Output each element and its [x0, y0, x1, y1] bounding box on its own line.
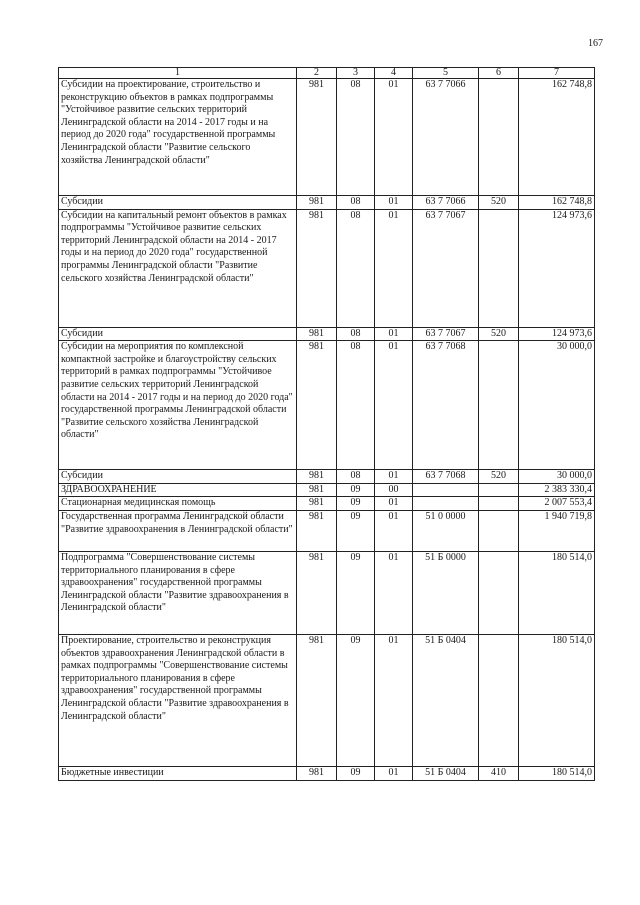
- table-row: [59, 634, 595, 766]
- row-vr: 520: [479, 327, 519, 341]
- row-cs: [413, 497, 479, 511]
- table-row: [59, 196, 595, 210]
- row-name: Подпрограмма "Совершенствование системы территориального планирования в сфере здравоохранения" государственной программы Ленинградской области "Развитие здравоохранения в Ленинградской области": [59, 551, 297, 634]
- row-pr: 01: [375, 327, 413, 341]
- table-row: [59, 766, 595, 780]
- row-rz: 09: [337, 551, 375, 634]
- row-pr: 01: [375, 766, 413, 780]
- row-sum: 1 940 719,8: [519, 510, 595, 551]
- row-sum: 180 514,0: [519, 766, 595, 780]
- row-rz: 09: [337, 766, 375, 780]
- row-vr: [479, 79, 519, 196]
- table-row: [59, 79, 595, 196]
- row-vr: [479, 497, 519, 511]
- row-name: Проектирование, строительство и реконструкция объектов здравоохранения Ленинградской области в рамках подпрограммы "Совершенствование системы территориального планирования в сфере здравоохранения" государственной программы Ленинградской области "Развитие здравоохранения в Ленинградской области": [59, 634, 297, 766]
- row-sum: 2 383 330,4: [519, 483, 595, 497]
- row-name: Субсидии на мероприятия по комплексной компактной застройке и благоустройству сельских территорий в рамках подпрограммы "Устойчивое развитие сельских территорий Ленинградской области на 2014 - 2017 годы и на период до 2020 года" государственной программы Ленинградской области "Развитие сельского хозяйства Ленинградской области": [59, 341, 297, 470]
- row-vr: [479, 634, 519, 766]
- table-row: [59, 209, 595, 327]
- row-rz: 08: [337, 327, 375, 341]
- row-pr: 01: [375, 341, 413, 470]
- row-vr: [479, 483, 519, 497]
- table-row: [59, 551, 595, 634]
- row-pr: 01: [375, 196, 413, 210]
- col-header-7: 7: [519, 68, 595, 79]
- row-name: Субсидии на проектирование, строительство и реконструкцию объектов в рамках подпрограммы "Устойчивое развитие сельских территорий Ленинградской области на 2014 - 2017 годы и на период до 2020 года" государственной программы Ленинградской области "Развитие сельского хозяйства Ленинградской области": [59, 79, 297, 196]
- row-sum: 162 748,8: [519, 196, 595, 210]
- row-vr: [479, 209, 519, 327]
- table-row: [59, 497, 595, 511]
- row-sum: 180 514,0: [519, 551, 595, 634]
- row-sum: 30 000,0: [519, 341, 595, 470]
- row-cs: [413, 483, 479, 497]
- row-cs: 51 0 0000: [413, 510, 479, 551]
- row-sum: 162 748,8: [519, 79, 595, 196]
- page-number: 167: [588, 38, 603, 49]
- row-name: Субсидии: [59, 196, 297, 210]
- row-gr: 981: [297, 341, 337, 470]
- row-gr: 981: [297, 470, 337, 484]
- row-pr: 01: [375, 510, 413, 551]
- col-header-2: 2: [297, 68, 337, 79]
- row-pr: 01: [375, 551, 413, 634]
- row-cs: 51 Б 0404: [413, 766, 479, 780]
- row-cs: 63 7 7068: [413, 341, 479, 470]
- row-name: Бюджетные инвестиции: [59, 766, 297, 780]
- row-vr: [479, 510, 519, 551]
- row-vr: 520: [479, 196, 519, 210]
- row-rz: 08: [337, 79, 375, 196]
- row-gr: 981: [297, 510, 337, 551]
- row-name: Субсидии на капитальный ремонт объектов в рамках подпрограммы "Устойчивое развитие сельских территорий Ленинградской области на 2014 - 2017 годы и на период до 2020 года" государственной программы Ленинградской области "Развитие сельского хозяйства Ленинградской области": [59, 209, 297, 327]
- row-rz: 08: [337, 209, 375, 327]
- col-header-6: 6: [479, 68, 519, 79]
- row-name: Государственная программа Ленинградской области "Развитие здравоохранения в Ленинградской области": [59, 510, 297, 551]
- table-row: [59, 341, 595, 470]
- row-gr: 981: [297, 483, 337, 497]
- row-pr: 00: [375, 483, 413, 497]
- row-sum: 124 973,6: [519, 327, 595, 341]
- row-rz: 09: [337, 634, 375, 766]
- row-gr: 981: [297, 634, 337, 766]
- row-sum: 2 007 553,4: [519, 497, 595, 511]
- col-header-4: 4: [375, 68, 413, 79]
- row-cs: 51 Б 0000: [413, 551, 479, 634]
- row-pr: 01: [375, 470, 413, 484]
- row-gr: 981: [297, 766, 337, 780]
- row-cs: 63 7 7067: [413, 327, 479, 341]
- row-gr: 981: [297, 497, 337, 511]
- row-gr: 981: [297, 209, 337, 327]
- row-name: Субсидии: [59, 470, 297, 484]
- col-header-1: 1: [59, 68, 297, 79]
- row-rz: 08: [337, 470, 375, 484]
- row-vr: 410: [479, 766, 519, 780]
- row-sum: 124 973,6: [519, 209, 595, 327]
- row-gr: 981: [297, 327, 337, 341]
- row-cs: 51 Б 0404: [413, 634, 479, 766]
- row-pr: 01: [375, 79, 413, 196]
- row-cs: 63 7 7066: [413, 79, 479, 196]
- row-cs: 63 7 7066: [413, 196, 479, 210]
- row-sum: 180 514,0: [519, 634, 595, 766]
- row-sum: 30 000,0: [519, 470, 595, 484]
- row-vr: [479, 551, 519, 634]
- row-rz: 09: [337, 510, 375, 551]
- row-pr: 01: [375, 209, 413, 327]
- col-header-3: 3: [337, 68, 375, 79]
- row-name: ЗДРАВООХРАНЕНИЕ: [59, 483, 297, 497]
- budget-table: [58, 67, 595, 781]
- header-row: [59, 68, 595, 79]
- row-gr: 981: [297, 551, 337, 634]
- row-vr: [479, 341, 519, 470]
- row-gr: 981: [297, 196, 337, 210]
- col-header-5: 5: [413, 68, 479, 79]
- row-rz: 09: [337, 483, 375, 497]
- row-rz: 08: [337, 196, 375, 210]
- row-name: Стационарная медицинская помощь: [59, 497, 297, 511]
- table-row: [59, 327, 595, 341]
- row-rz: 08: [337, 341, 375, 470]
- row-vr: 520: [479, 470, 519, 484]
- table-row: [59, 470, 595, 484]
- row-pr: 01: [375, 497, 413, 511]
- table-row: [59, 510, 595, 551]
- row-cs: 63 7 7068: [413, 470, 479, 484]
- row-name: Субсидии: [59, 327, 297, 341]
- row-cs: 63 7 7067: [413, 209, 479, 327]
- row-pr: 01: [375, 634, 413, 766]
- row-rz: 09: [337, 497, 375, 511]
- table-row: [59, 483, 595, 497]
- row-gr: 981: [297, 79, 337, 196]
